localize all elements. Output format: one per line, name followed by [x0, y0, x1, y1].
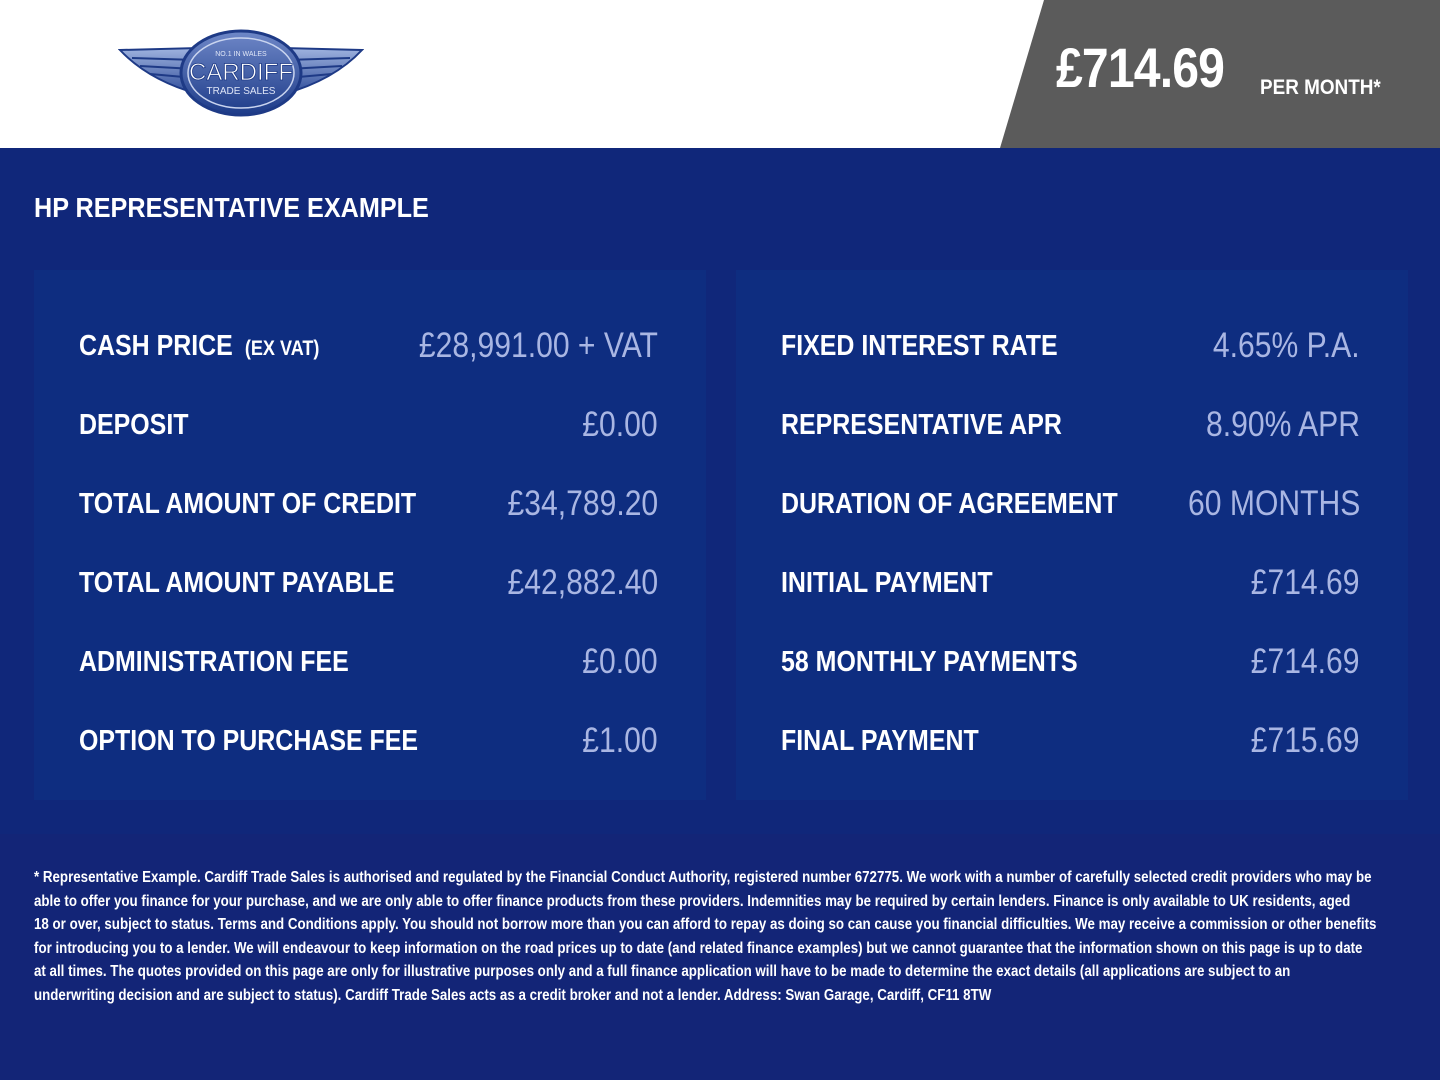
- row-label: OPTION TO PURCHASE FEE: [79, 725, 419, 757]
- row-value: £714.69: [1251, 642, 1360, 681]
- disclaimer-line: 18 or over, subject to status. Terms and Conditions apply. You should not borrow more than you can afford to repay as doing so can cause you financial difficulties. We may receive a commission or other benefits: [34, 916, 1377, 933]
- row-label: DEPOSIT: [79, 409, 189, 441]
- disclaimer-line: able to offer you finance for your purchase, and we are only able to offer finance products from these providers. Indemnities may be required by certain lenders. Finance is only available to UK residents, aged: [34, 892, 1351, 910]
- row-label: REPRESENTATIVE APR: [781, 409, 1062, 441]
- cardiff-trade-sales-logo[interactable]: [118, 28, 364, 118]
- row-sublabel: (EX VAT): [244, 337, 320, 360]
- row-value: £34,789.20: [507, 484, 658, 523]
- disclaimer-line: at all times. The quotes provided on this page are only for illustrative purposes only and a full finance application will have to be made to determine the exact details (all applications are subject to an: [34, 963, 1291, 980]
- row-value: 4.65% P.A.: [1213, 326, 1360, 365]
- logo-top-text: NO.1 IN WALES: [215, 51, 267, 58]
- row-duration: [736, 484, 1408, 524]
- finance-panel-left: [34, 270, 706, 800]
- row-value: £0.00: [582, 405, 658, 444]
- row-value: 60 MONTHS: [1187, 484, 1360, 523]
- row-monthly-payments: [736, 642, 1408, 682]
- row-label: TOTAL AMOUNT OF CREDIT: [79, 488, 417, 520]
- disclaimer-text: [34, 866, 1377, 1007]
- finance-panel-right: [736, 270, 1408, 800]
- row-value: £28,991.00 + VAT: [418, 326, 658, 365]
- row-cash-price: [34, 326, 706, 366]
- row-value: 8.90% APR: [1206, 405, 1360, 444]
- disclaimer-line: for introducing you to a lender. We will endeavour to keep information on the road prices up to date (and related finance examples) but we cannot guarantee that the information shown on this page is up to date: [34, 939, 1363, 957]
- row-admin-fee: [34, 642, 706, 682]
- disclaimer-line: * Representative Example. Cardiff Trade Sales is authorised and regulated by the Financial Conduct Authority, registered number 672775. We work with a number of carefully selected credit providers who may be: [34, 869, 1372, 886]
- row-label: CASH PRICE (EX VAT): [79, 330, 320, 362]
- monthly-price-suffix: PER MONTH*: [1260, 76, 1381, 99]
- row-label: FINAL PAYMENT: [781, 725, 979, 757]
- row-label: TOTAL AMOUNT PAYABLE: [79, 567, 395, 599]
- disclaimer-line: underwriting decision and are subject to status). Cardiff Trade Sales acts as a credit broker and not a lender. Address: Swan Garage, Cardiff, CF11 8TW: [34, 986, 992, 1004]
- row-total-credit: [34, 484, 706, 524]
- row-deposit: [34, 405, 706, 445]
- row-value: £715.69: [1251, 721, 1360, 760]
- row-total-payable: [34, 563, 706, 603]
- row-initial-payment: [736, 563, 1408, 603]
- header-bar: [0, 0, 1440, 148]
- row-option-fee: [34, 721, 706, 761]
- monthly-price-amount: £714.69: [1056, 36, 1225, 99]
- row-value: £42,882.40: [507, 563, 658, 602]
- logo-sub-text: TRADE SALES: [206, 86, 276, 97]
- row-label: INITIAL PAYMENT: [781, 567, 993, 599]
- row-value: £1.00: [582, 721, 658, 760]
- row-value: £0.00: [582, 642, 658, 681]
- row-final-payment: [736, 721, 1408, 761]
- row-label: ADMINISTRATION FEE: [79, 646, 349, 678]
- row-label: FIXED INTEREST RATE: [781, 330, 1058, 362]
- row-apr: [736, 405, 1408, 445]
- row-interest-rate: [736, 326, 1408, 366]
- row-label: 58 MONTHLY PAYMENTS: [781, 646, 1078, 678]
- logo-brand-text: CARDIFF: [189, 59, 293, 86]
- row-value: £714.69: [1251, 563, 1360, 602]
- row-label: DURATION OF AGREEMENT: [781, 488, 1118, 520]
- section-title: HP REPRESENTATIVE EXAMPLE: [34, 192, 429, 223]
